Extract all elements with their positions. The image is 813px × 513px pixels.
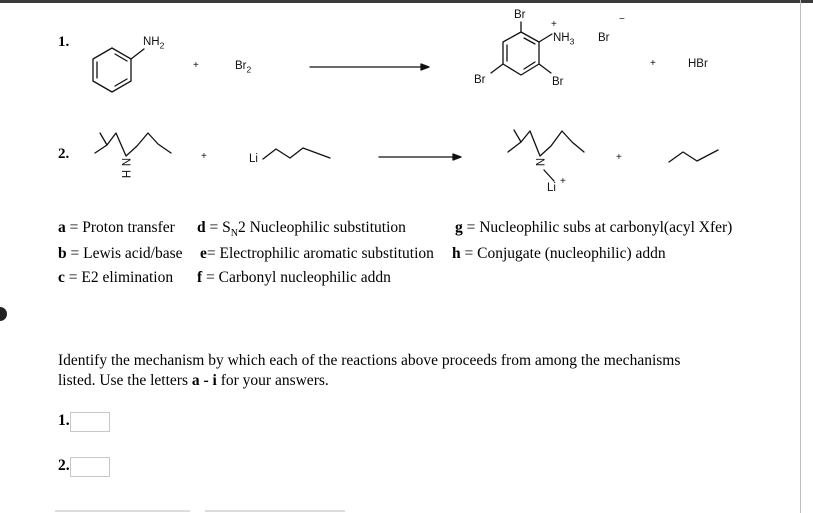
reaction-2-plus-2: + bbox=[616, 152, 622, 163]
reaction-1-plus-2: + bbox=[650, 58, 656, 69]
lda-methyl-left bbox=[514, 130, 521, 142]
counterion-charge: − bbox=[619, 14, 625, 25]
aniline-c-n-bond bbox=[131, 49, 144, 59]
amine-n-label: N bbox=[119, 157, 132, 167]
lda-n-label: N bbox=[533, 157, 546, 167]
butane-chain bbox=[669, 150, 718, 162]
answer-1-label: 1. bbox=[58, 412, 70, 429]
product-br-right: Br bbox=[552, 76, 564, 88]
aniline-nh2-label: $NH_2$ bbox=[143, 36, 165, 51]
product-c-n-bond bbox=[539, 34, 552, 42]
lda-n-li-bond bbox=[544, 170, 554, 181]
reaction-1-number: 1. bbox=[58, 34, 70, 50]
lda-li-charge: + bbox=[560, 176, 566, 187]
legend-a: a = Proton transfer bbox=[58, 219, 175, 236]
product-ring bbox=[503, 32, 539, 75]
product-br-left: Br bbox=[474, 74, 486, 86]
lda-li-label: Li bbox=[547, 182, 556, 194]
ammonium-label: $NH_3$ bbox=[553, 32, 575, 47]
reaction-2-plus-1: + bbox=[201, 151, 207, 162]
amine-methyl-left bbox=[100, 133, 107, 145]
question-text bbox=[58, 351, 758, 391]
byproduct-hbr: HBr bbox=[688, 58, 708, 70]
legend-c: c = E2 elimination bbox=[58, 269, 174, 286]
product-br-top: Br bbox=[514, 9, 526, 21]
legend-g: g = Nucleophilic subs at carbonyl(acyl Xfer) bbox=[455, 219, 733, 236]
butyllithium-chain bbox=[263, 148, 330, 159]
aniline-ring bbox=[93, 48, 131, 92]
arrow-1-head bbox=[421, 64, 429, 70]
answer-2-label: 2. bbox=[58, 457, 70, 474]
legend-d: $d = S_N2$ Nucleophilic substitution bbox=[197, 219, 406, 240]
legend-b: b = Lewis acid/base bbox=[58, 245, 183, 262]
butyllithium-li: Li bbox=[249, 153, 258, 165]
question-line-1: Identify the mechanism by which each of the reactions above proceeds from among the mechanisms bbox=[58, 352, 681, 369]
legend-f: f = Carbonyl nucleophilic addn bbox=[197, 269, 391, 286]
reaction-1-plus-1: + bbox=[193, 60, 199, 71]
reagent-br2-label: $Br_2$ bbox=[235, 60, 252, 75]
reaction-2-number: 2. bbox=[58, 146, 70, 162]
legend-e: e= Electrophilic aromatic substitution bbox=[200, 245, 434, 262]
ammonium-charge: + bbox=[551, 19, 557, 30]
product-c-br-left bbox=[491, 64, 503, 73]
legend-h: h = Conjugate (nucleophilic) addn bbox=[452, 245, 666, 262]
answer-2-input[interactable] bbox=[70, 457, 110, 477]
amine-h-label: H bbox=[119, 169, 132, 179]
counterion-br: Br bbox=[598, 32, 610, 44]
answer-1-input[interactable] bbox=[70, 412, 110, 432]
question-line-2: listed. Use the letters a - i for your answers. bbox=[58, 372, 329, 389]
lda-skeleton bbox=[508, 131, 584, 156]
arrow-2-head bbox=[453, 154, 461, 160]
product-c-br-right bbox=[539, 64, 551, 73]
